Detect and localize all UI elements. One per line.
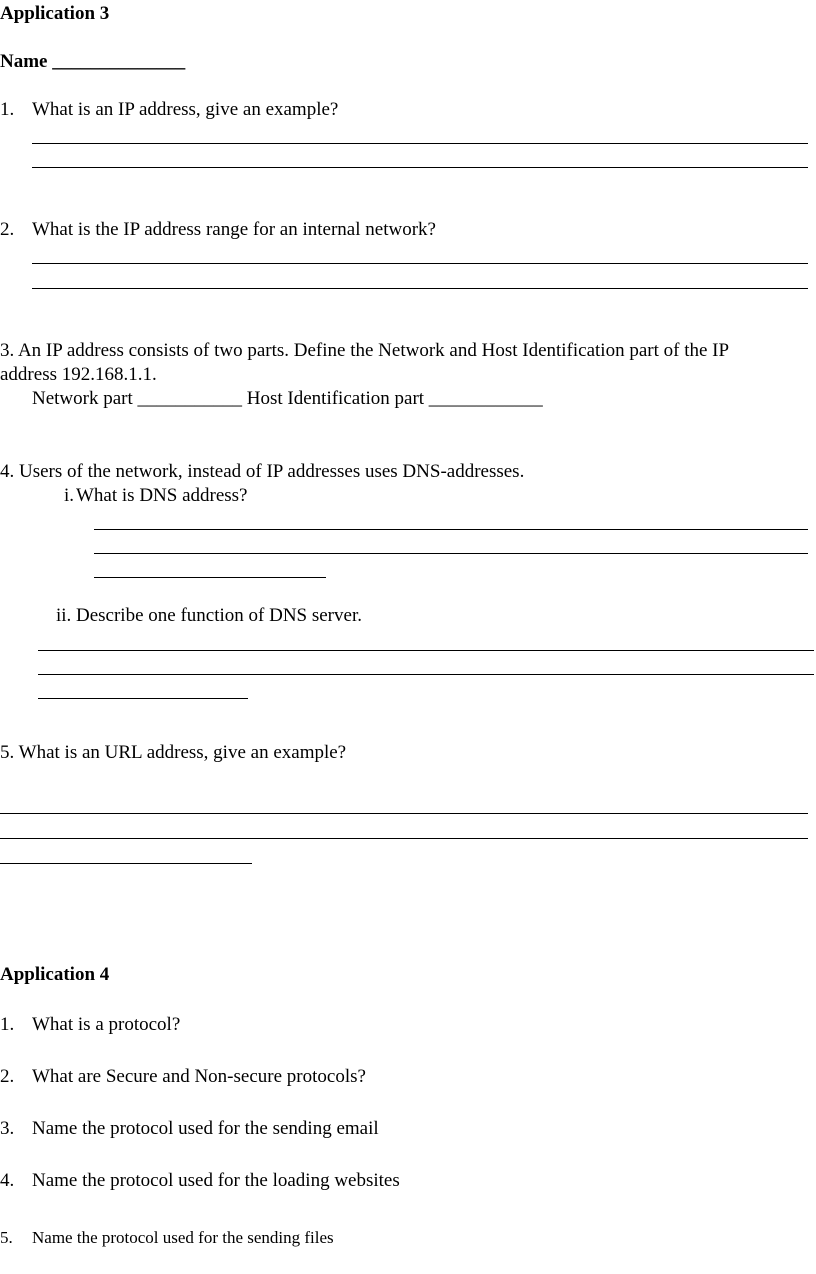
- answer-line: [0, 863, 252, 864]
- question-2-text: What is the IP address range for an internal network?: [32, 219, 436, 240]
- question-3-fill-in-line: Network part ___________ Host Identification part ____________: [32, 388, 543, 409]
- sub-question-ii-number: ii.: [56, 605, 72, 626]
- protocol-question-text: Name the protocol used for the loading websites: [32, 1170, 400, 1191]
- protocol-question-number: 4.: [0, 1170, 15, 1191]
- question-5-text: 5. What is an URL address, give an example?: [0, 742, 347, 763]
- protocol-question-text: What are Secure and Non-secure protocols?: [32, 1066, 366, 1087]
- answer-line: [38, 674, 814, 675]
- question-3-text-line-1: 3. An IP address consists of two parts. Define the Network and Host Identification part of the IP: [0, 340, 730, 361]
- answer-line: [0, 838, 808, 839]
- answer-line: [32, 143, 808, 144]
- question-1-number: 1.: [0, 99, 15, 120]
- application-4-heading: Application 4: [0, 964, 110, 985]
- protocol-question-text: Name the protocol used for the sending email: [32, 1118, 379, 1139]
- answer-line: [38, 698, 248, 699]
- answer-line: [32, 288, 808, 289]
- answer-line: [94, 529, 808, 530]
- answer-line: [0, 813, 808, 814]
- sub-question-i-text: What is DNS address?: [76, 485, 248, 506]
- name-field-label: Name ______________: [0, 51, 186, 72]
- answer-line: [38, 650, 814, 651]
- protocol-question-number: 3.: [0, 1118, 15, 1139]
- answer-line: [32, 167, 808, 168]
- question-3-text-line-2: address 192.168.1.1.: [0, 364, 157, 385]
- protocol-question-number: 2.: [0, 1066, 15, 1087]
- question-2-number: 2.: [0, 219, 15, 240]
- protocol-question-text: What is a protocol?: [32, 1014, 181, 1035]
- protocol-question-number: 5.: [0, 1228, 13, 1247]
- answer-line: [94, 553, 808, 554]
- answer-line: [94, 577, 326, 578]
- protocol-question-number: 1.: [0, 1014, 15, 1035]
- protocol-question-text: Name the protocol used for the sending files: [32, 1228, 334, 1247]
- question-4-text: 4. Users of the network, instead of IP addresses uses DNS-addresses.: [0, 461, 525, 482]
- answer-line: [32, 263, 808, 264]
- question-1-text: What is an IP address, give an example?: [32, 99, 339, 120]
- sub-question-ii-text: Describe one function of DNS server.: [76, 605, 362, 626]
- sub-question-i-number: i.: [64, 485, 75, 506]
- application-3-heading: Application 3: [0, 3, 110, 24]
